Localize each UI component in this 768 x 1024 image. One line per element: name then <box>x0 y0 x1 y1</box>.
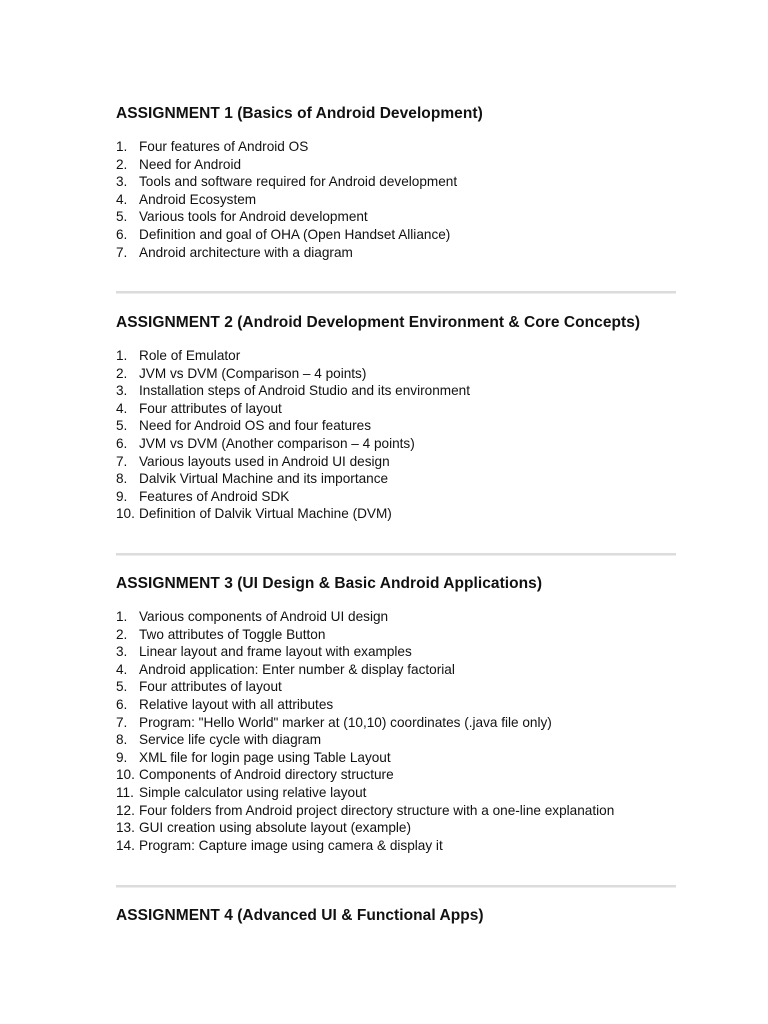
list-item <box>116 661 716 679</box>
item-number: 8. <box>116 471 128 487</box>
item-number: 10. <box>116 767 135 783</box>
item-number: 1. <box>116 609 128 624</box>
item-text: Various tools for Android development <box>139 209 368 225</box>
item-text: Definition of Dalvik Virtual Machine (DVM) <box>139 506 392 522</box>
list-item <box>116 435 716 453</box>
list-item <box>116 696 716 714</box>
list-item <box>116 191 716 209</box>
assignment-1-section <box>116 104 716 261</box>
item-number: 3. <box>116 644 128 660</box>
item-text: JVM vs DVM (Another comparison – 4 points) <box>139 435 415 451</box>
item-number: 2. <box>116 626 128 642</box>
item-number: 9. <box>116 749 128 765</box>
assignment-2-title: ASSIGNMENT 2 (Android Development Environment & Core Concepts) <box>116 314 641 331</box>
item-text: Need for Android <box>139 156 242 172</box>
item-number: 7. <box>116 453 128 469</box>
list-item <box>116 347 716 365</box>
item-text: Android application: Enter number & display factorial <box>139 661 455 677</box>
item-text: Need for Android OS and four features <box>139 418 371 434</box>
list-item <box>116 417 716 435</box>
list-item <box>116 802 716 820</box>
item-number: 7. <box>116 244 128 260</box>
item-number: 3. <box>116 383 128 399</box>
list-item <box>116 784 716 802</box>
list-item <box>116 626 716 644</box>
item-text: Android architecture with a diagram <box>139 244 353 260</box>
assignment-2-list <box>116 347 716 523</box>
item-text: Various layouts used in Android UI design <box>139 453 390 469</box>
item-number: 4. <box>116 191 128 207</box>
item-text: Definition and goal of OHA (Open Handset Alliance) <box>139 226 451 242</box>
item-number: 9. <box>116 488 128 504</box>
item-text: Relative layout with all attributes <box>139 696 334 712</box>
item-text: JVM vs DVM (Comparison – 4 points) <box>139 365 367 381</box>
list-item <box>116 382 716 400</box>
item-text: Various components of Android UI design <box>139 609 389 624</box>
item-text: Two attributes of Toggle Button <box>139 626 326 642</box>
list-item <box>116 608 716 626</box>
item-text: Tools and software required for Android development <box>139 174 458 190</box>
item-number: 3. <box>116 174 128 190</box>
list-item <box>116 731 716 749</box>
assignment-3-title: ASSIGNMENT 3 (UI Design & Basic Android Applications) <box>116 575 543 592</box>
list-item <box>116 156 716 174</box>
list-item <box>116 505 716 523</box>
list-item <box>116 819 716 837</box>
item-text: Simple calculator using relative layout <box>139 784 367 800</box>
item-text: Program: "Hello World" marker at (10,10) coordinates (.java file only) <box>139 714 552 730</box>
item-text: Service life cycle with diagram <box>139 732 322 748</box>
list-item <box>116 138 716 156</box>
assignment-3-list <box>116 608 716 854</box>
section-divider <box>116 885 676 888</box>
section-divider <box>116 553 676 556</box>
item-text: Dalvik Virtual Machine and its importance <box>139 471 389 487</box>
item-number: 6. <box>116 696 128 712</box>
item-number: 2. <box>116 156 128 172</box>
assignment-1-title: ASSIGNMENT 1 (Basics of Android Development) <box>116 105 483 122</box>
item-number: 5. <box>116 679 128 695</box>
item-number: 10. <box>116 506 135 522</box>
item-text: Four attributes of layout <box>139 400 282 416</box>
item-number: 5. <box>116 209 128 225</box>
item-text: Components of Android directory structure <box>139 767 394 783</box>
item-text: Android Ecosystem <box>139 191 257 207</box>
item-number: 6. <box>116 435 128 451</box>
list-item <box>116 488 716 506</box>
item-number: 12. <box>116 802 135 818</box>
assignment-3-section <box>116 574 716 854</box>
list-item <box>116 643 716 661</box>
item-number: 8. <box>116 732 128 748</box>
item-text: GUI creation using absolute layout (example) <box>139 820 412 836</box>
item-number: 14. <box>116 837 135 853</box>
item-text: Features of Android SDK <box>139 488 290 504</box>
list-item <box>116 400 716 418</box>
assignment-1-list <box>116 138 716 261</box>
list-item <box>116 208 716 226</box>
list-item <box>116 365 716 383</box>
list-item <box>116 453 716 471</box>
item-number: 6. <box>116 226 128 242</box>
list-item <box>116 749 716 767</box>
item-number: 13. <box>116 820 135 836</box>
list-item <box>116 226 716 244</box>
item-number: 4. <box>116 661 128 677</box>
item-number: 4. <box>116 400 128 416</box>
item-number: 1. <box>116 139 128 154</box>
item-text: Four attributes of layout <box>139 679 282 695</box>
item-text: Four features of Android OS <box>139 139 309 154</box>
item-number: 5. <box>116 418 128 434</box>
assignment-2-section <box>116 313 716 523</box>
item-number: 11. <box>116 784 134 800</box>
list-item <box>116 470 716 488</box>
item-text: XML file for login page using Table Layout <box>139 749 391 765</box>
assignment-4-title: ASSIGNMENT 4 (Advanced UI & Functional Apps) <box>116 907 484 924</box>
item-number: 2. <box>116 365 128 381</box>
item-text: Four folders from Android project directory structure with a one-line explanation <box>139 802 615 818</box>
item-text: Role of Emulator <box>139 348 241 363</box>
item-number: 1. <box>116 348 128 363</box>
item-text: Program: Capture image using camera & display it <box>139 837 443 853</box>
item-number: 7. <box>116 714 128 730</box>
item-text: Linear layout and frame layout with examples <box>139 644 412 660</box>
list-item <box>116 714 716 732</box>
list-item <box>116 678 716 696</box>
list-item <box>116 173 716 191</box>
list-item <box>116 766 716 784</box>
section-divider <box>116 291 676 294</box>
list-item <box>116 244 716 262</box>
item-text: Installation steps of Android Studio and its environment <box>139 383 470 399</box>
list-item <box>116 837 716 855</box>
assignment-4-section <box>116 906 716 926</box>
